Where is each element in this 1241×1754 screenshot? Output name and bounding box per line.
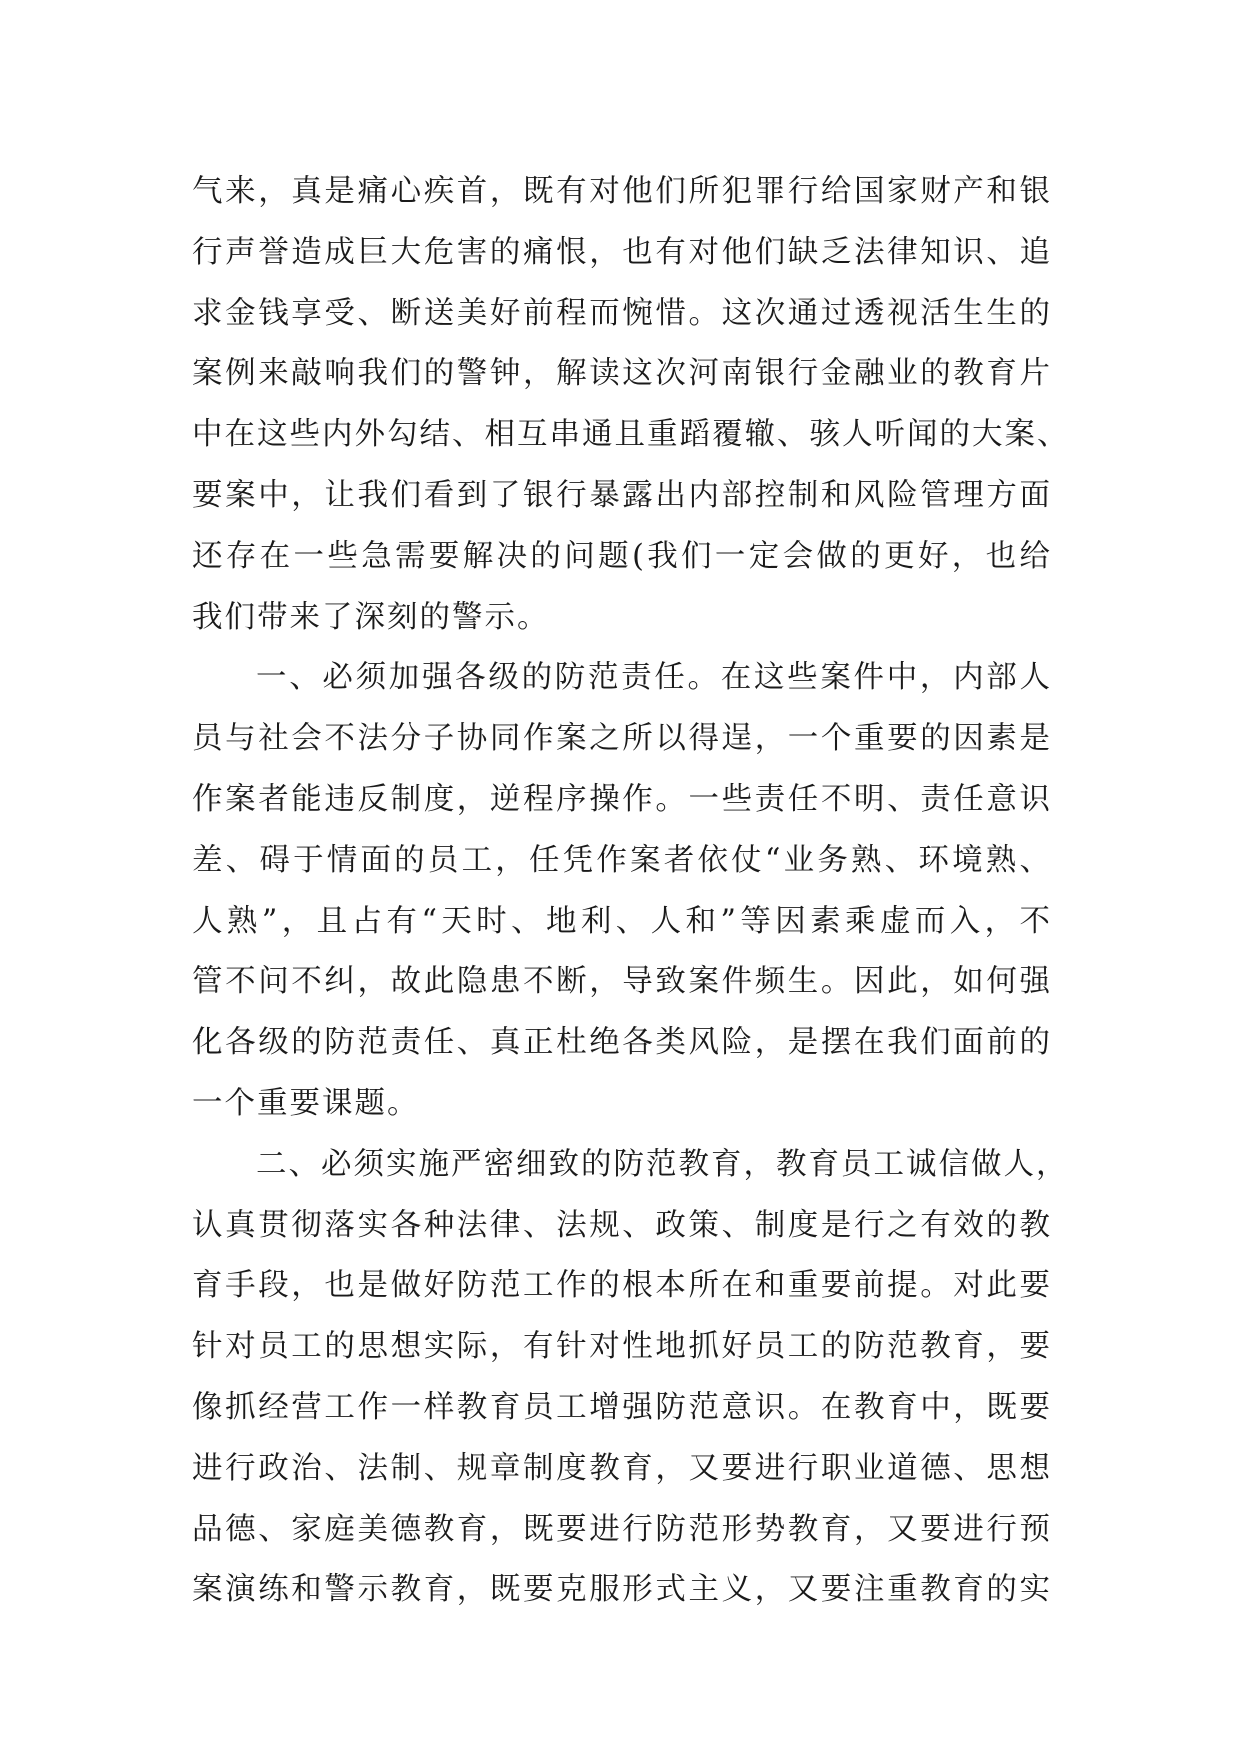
text-line: 案演练和警示教育，既要克服形式主义，又要注重教育的实 xyxy=(192,1572,1052,1608)
text-line: 求金钱享受、断送美好前程而惋惜。这次通过透视活生生的 xyxy=(192,295,1052,331)
text-line: 品德、家庭美德教育，既要进行防范形势教育，又要进行预 xyxy=(192,1511,1052,1547)
text-line: 针对员工的思想实际，有针对性地抓好员工的防范教育，要 xyxy=(192,1329,1052,1365)
text-line: 人熟”，且占有“天时、地利、人和”等因素乘虚而入，不 xyxy=(192,903,1052,939)
text-line: 进行政治、法制、规章制度教育，又要进行职业道德、思想 xyxy=(192,1450,1052,1486)
text-line: 认真贯彻落实各种法律、法规、政策、制度是行之有效的教 xyxy=(192,1207,1052,1243)
text-line: 作案者能违反制度，逆程序操作。一些责任不明、责任意识 xyxy=(192,781,1052,817)
text-line: 育手段，也是做好防范工作的根本所在和重要前提。对此要 xyxy=(192,1268,1052,1304)
text-line: 要案中，让我们看到了银行暴露出内部控制和风险管理方面 xyxy=(192,477,1052,513)
text-line: 差、碍于情面的员工，任凭作案者依仗“业务熟、环境熟、 xyxy=(192,842,1052,878)
text-line: 还存在一些急需要解决的问题(我们一定会做的更好，也给 xyxy=(192,538,1052,574)
text-line: 案例来敲响我们的警钟，解读这次河南银行金融业的教育片 xyxy=(192,356,1052,392)
text-line: 一个重要课题。 xyxy=(192,1085,420,1121)
paragraph-heading-line: 二、必须实施严密细致的防范教育，教育员工诚信做人， xyxy=(256,1146,1069,1182)
paragraph-heading-line: 一、必须加强各级的防范责任。在这些案件中，内部人 xyxy=(256,660,1052,696)
text-line: 化各级的防范责任、真正杜绝各类风险，是摆在我们面前的 xyxy=(192,1025,1052,1061)
text-line: 中在这些内外勾结、相互串通且重蹈覆辙、骇人听闻的大案、 xyxy=(192,417,1070,453)
text-line: 员与社会不法分子协同作案之所以得逞，一个重要的因素是 xyxy=(192,721,1052,757)
document-body xyxy=(192,162,1070,1621)
text-line: 像抓经营工作一样教育员工增强防范意识。在教育中，既要 xyxy=(192,1389,1052,1425)
text-line: 气来，真是痛心疾首，既有对他们所犯罪行给国家财产和银 xyxy=(192,174,1052,209)
text-line: 管不问不纠，故此隐患不断，导致案件频生。因此，如何强 xyxy=(192,964,1052,1000)
text-line: 行声誉造成巨大危害的痛恨，也有对他们缺乏法律知识、追 xyxy=(192,234,1052,270)
text-line: 我们带来了深刻的警示。 xyxy=(192,599,550,635)
